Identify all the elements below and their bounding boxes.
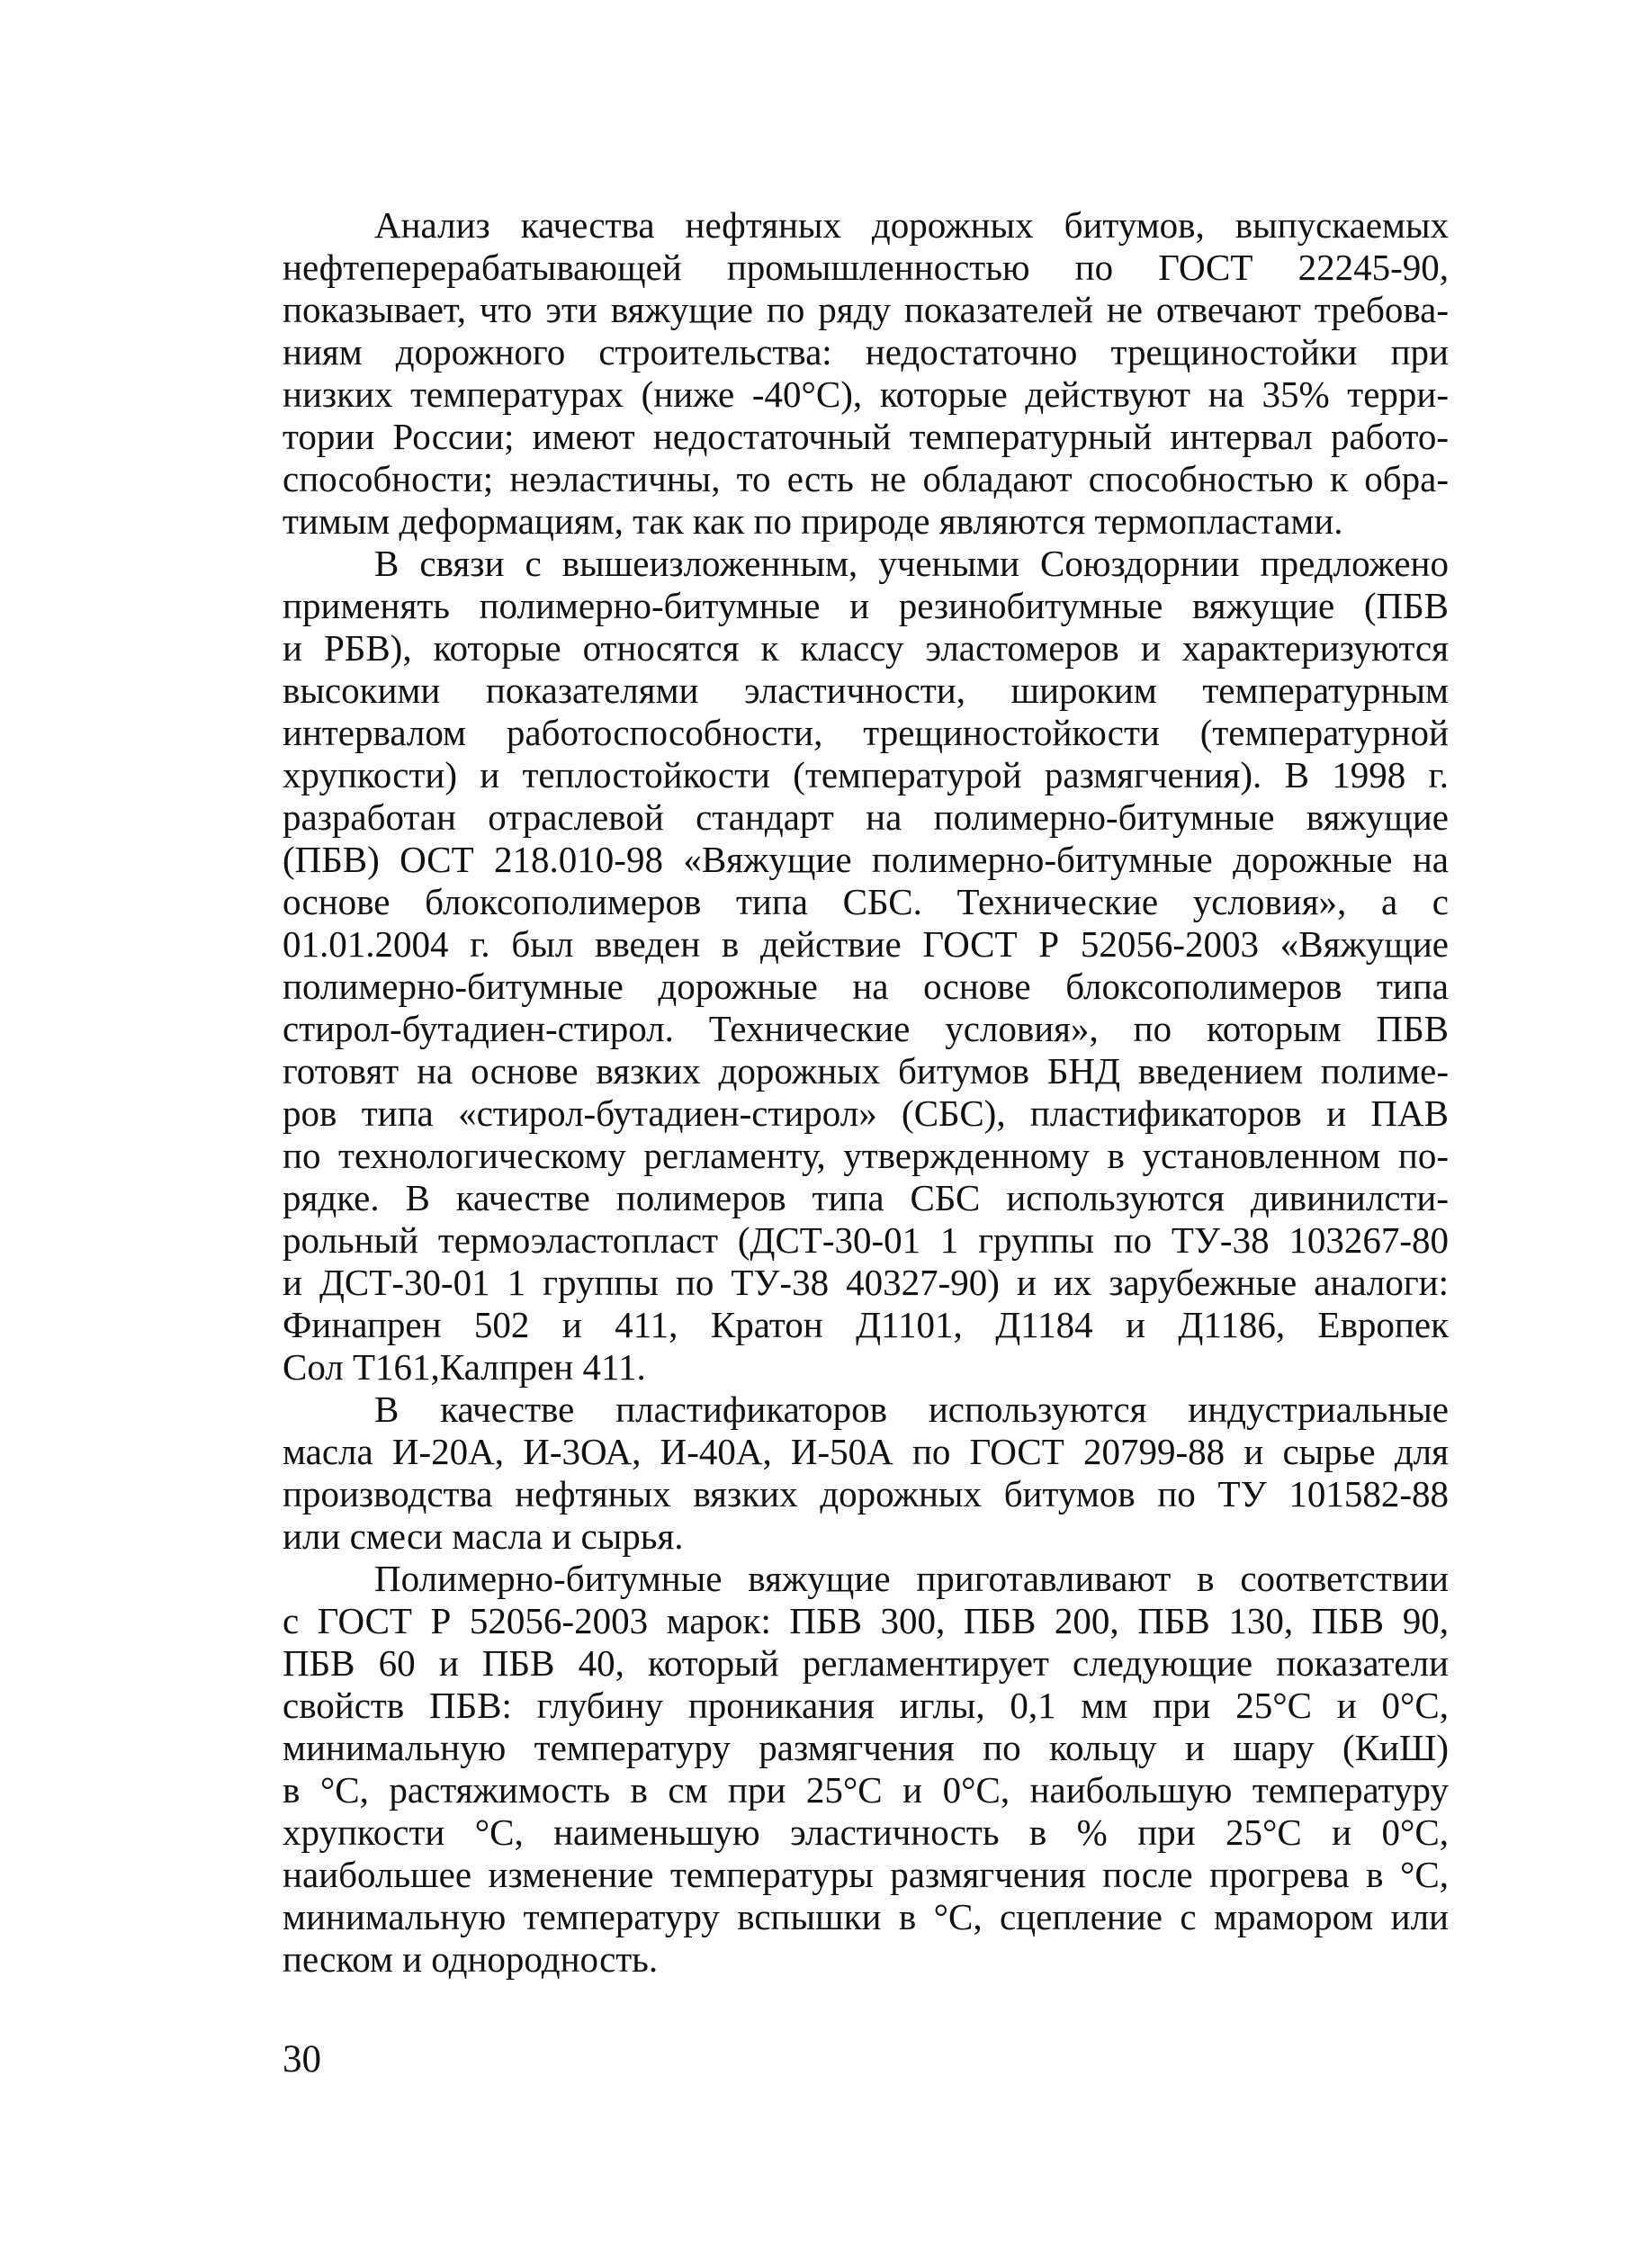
text-line: производства нефтяных вязких дорожных битумов по ТУ 101582-88 (283, 1473, 1449, 1514)
text-line: Полимерно-битумные вяжущие приготавливают в соответствии (374, 1558, 1449, 1599)
text-line: нефтеперерабатывающей промышленностью по ГОСТ 22245-90, (283, 247, 1449, 288)
text-line: ниям дорожного строительства: недостаточно трещиностойки при (283, 331, 1449, 373)
text-line: или смеси масла и сырья. (283, 1515, 684, 1557)
text-line: тимым деформациям, так как по природе являются термопластами. (283, 500, 1343, 542)
text-line: разработан отраслевой стандарт на полимерно-битумные вяжущие (283, 796, 1449, 838)
text-line: рядке. В качестве полимеров типа СБС используются дивинилсти- (283, 1177, 1449, 1218)
text-line: и РБВ), которые относятся к классу эластомеров и характеризуются (283, 627, 1449, 669)
text-line: в °С, растяжимость в см при 25°С и 0°С, наибольшую температуру (283, 1769, 1449, 1811)
text-line: Финапрен 502 и 411, Кратон Д1101, Д1184 и Д1186, Европек (283, 1304, 1449, 1345)
text-line: готовят на основе вязких дорожных битумов БНД введением полиме- (283, 1050, 1449, 1092)
paragraph-1 (283, 204, 1449, 543)
text-line: высокими показателями эластичности, широким температурным (283, 670, 1449, 711)
text-line: минимальную температуру размягчения по кольцу и шару (КиШ) (283, 1727, 1449, 1768)
text-line: по технологическому регламенту, утвержденному в установленном по- (283, 1135, 1449, 1176)
text-line: с ГОСТ Р 52056-2003 марок: ПБВ 300, ПБВ 200, ПБВ 130, ПБВ 90, (283, 1600, 1449, 1641)
paragraph-3 (283, 1389, 1449, 1558)
text-line: свойств ПБВ: глубину проникания иглы, 0,1 мм при 25°С и 0°С, (283, 1685, 1449, 1726)
body-text (283, 204, 1449, 1981)
text-line: полимерно-битумные дорожные на основе блоксополимеров типа (283, 966, 1449, 1007)
text-line: применять полимерно-битумные и резинобитумные вяжущие (ПБВ (283, 585, 1449, 626)
text-line: ров типа «стирол-бутадиен-стирол» (СБС), пластификаторов и ПАВ (283, 1092, 1449, 1134)
text-line: стирол-бутадиен-стирол. Технические условия», по которым ПБВ (283, 1008, 1449, 1049)
text-line: способности; неэластичны, то есть не обладают способностью к обра- (283, 458, 1449, 499)
text-line: песком и однородность. (283, 1938, 659, 1980)
text-line: хрупкости) и теплостойкости (температурой размягчения). В 1998 г. (283, 754, 1449, 795)
text-line: (ПБВ) ОСТ 218.010-98 «Вяжущие полимерно-битумные дорожные на (283, 839, 1449, 880)
page-number: 30 (283, 2038, 321, 2081)
text-line: ПБВ 60 и ПБВ 40, который регламентирует следующие показатели (283, 1642, 1449, 1684)
text-line: В связи с вышеизложенным, учеными Союздорнии предложено (374, 543, 1449, 584)
text-line: интервалом работоспособности, трещиностойкости (температурной (283, 712, 1449, 753)
text-line: хрупкости °С, наименьшую эластичность в % при 25°С и 0°С, (283, 1811, 1449, 1853)
paragraph-4 (283, 1558, 1449, 1981)
paragraph-2 (283, 543, 1449, 1389)
text-line: 01.01.2004 г. был введен в действие ГОСТ Р 52056-2003 «Вяжущие (283, 923, 1449, 965)
text-line: минимальную температуру вспышки в °С, сцепление с мрамором или (283, 1896, 1449, 1937)
text-line: Сол Т161,Калпрен 411. (283, 1346, 646, 1388)
text-line: и ДСТ-30-01 1 группы по ТУ-38 40327-90) и их зарубежные аналоги: (283, 1262, 1449, 1303)
text-line: наибольшее изменение температуры размягчения после прогрева в °С, (283, 1854, 1449, 1895)
text-line: рольный термоэластопласт (ДСТ-30-01 1 группы по ТУ-38 103267-80 (283, 1219, 1449, 1261)
text-line: тории России; имеют недостаточный температурный интервал работо- (283, 416, 1449, 457)
text-line: основе блоксополимеров типа СБС. Технические условия», а с (283, 881, 1449, 922)
text-line: низких температурах (ниже -40°С), которые действуют на 35% терри- (283, 373, 1449, 415)
text-line: масла И-20А, И-3ОА, И-40А, И-50А по ГОСТ 20799-88 и сырье для (283, 1431, 1449, 1472)
text-line: показывает, что эти вяжущие по ряду показателей не отвечают требова- (283, 289, 1449, 330)
text-line: Анализ качества нефтяных дорожных битумов, выпускаемых (374, 204, 1449, 246)
text-line: В качестве пластификаторов используются индустриальные (374, 1389, 1449, 1430)
